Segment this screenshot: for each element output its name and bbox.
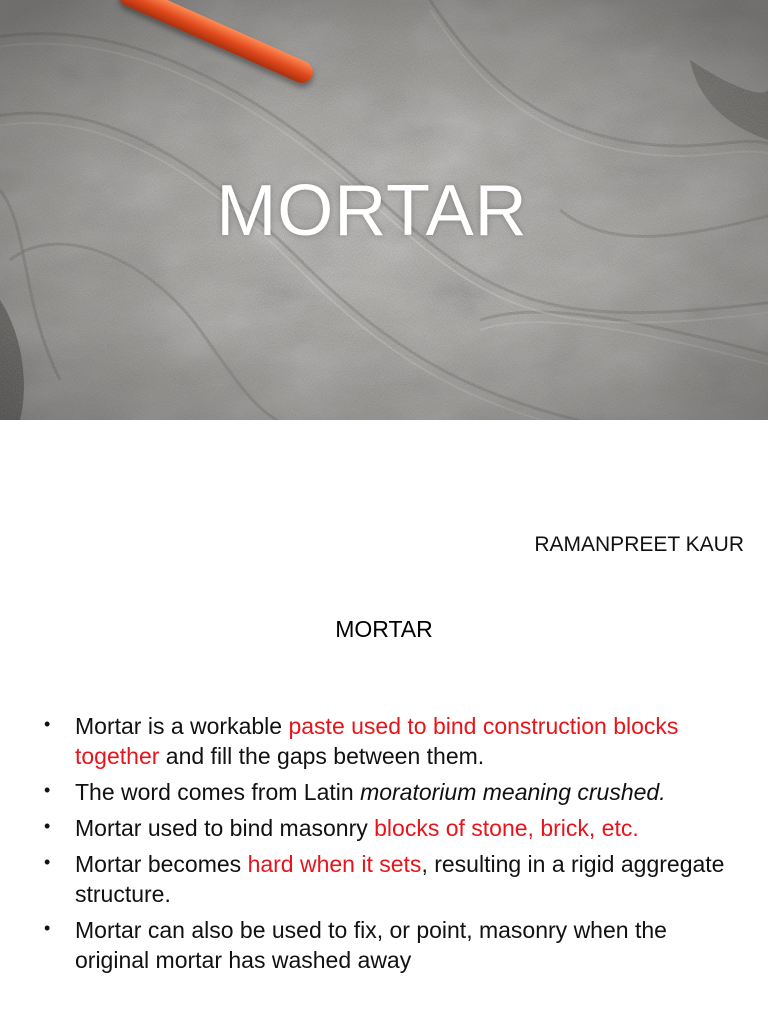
bullet-item	[40, 915, 730, 975]
author-name: RAMANPREET KAUR	[534, 533, 744, 556]
bullet-dot: •	[44, 714, 51, 734]
highlighted-text: blocks of stone, brick, etc.	[374, 815, 639, 841]
bullet-dot: •	[44, 918, 51, 938]
bullet-text: Mortar can also be used to fix, or point, masonry when the original mortar has washed away	[75, 917, 667, 973]
bullet-text: and fill the gaps between them.	[159, 743, 485, 769]
bullet-list	[40, 711, 730, 981]
bullet-dot: •	[44, 852, 51, 872]
hero-title: MORTAR	[216, 171, 528, 251]
bullet-text: Mortar becomes	[75, 851, 248, 877]
bullet-text: Mortar is a workable	[75, 713, 289, 739]
bullet-dot: •	[44, 780, 51, 800]
bullet-text: , resulting in a rigid aggregate structure.	[75, 851, 725, 907]
highlighted-text: hard when it sets	[247, 851, 422, 877]
hero-image	[0, 0, 768, 420]
bullet-text: The word comes from Latin	[75, 779, 361, 805]
bullet-item	[40, 711, 730, 771]
bullet-item	[40, 777, 730, 807]
slide-heading: MORTAR	[335, 616, 433, 642]
bullet-text: Mortar used to bind masonry	[75, 815, 375, 841]
bullet-item	[40, 849, 730, 909]
italic-text: moratorium meaning crushed.	[360, 779, 666, 805]
highlighted-text: paste used to bind construction blocks together	[75, 713, 679, 769]
bullet-dot: •	[44, 816, 51, 836]
bullet-item	[40, 813, 730, 843]
